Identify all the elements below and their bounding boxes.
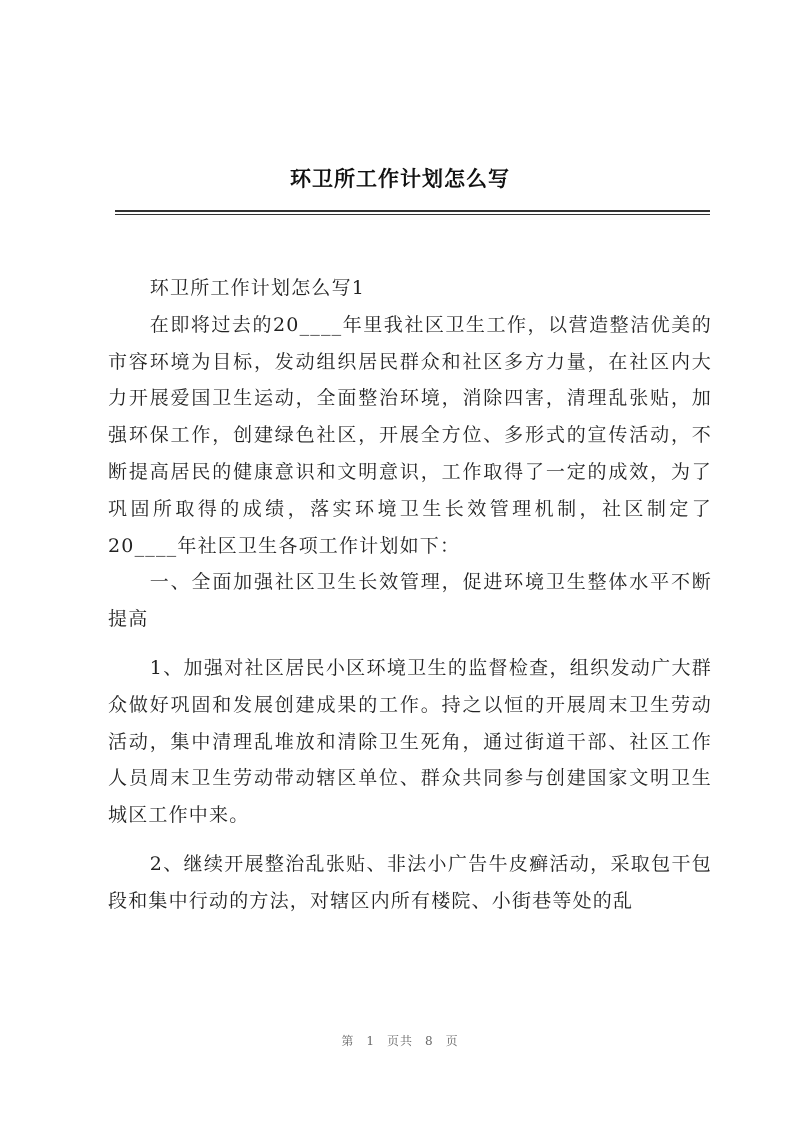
footer-current-page: 1 (366, 1034, 375, 1048)
page-footer (0, 1032, 800, 1049)
title-rule-thin (115, 214, 710, 215)
intro-paragraph: 在即将过去的20____年里我社区卫生工作，以营造整洁优美的市容环境为目标，发动组织居民群众和社区多方力量，在社区内大力开展爱国卫生运动，全面整治环境，消除四害，清理乱张贴，加强环保工作，创建绿色社区，开展全方位、多形式的宣传活动，不断提高居民的健康意识和文明意识，工作取得了一定的成效，为了巩固所取得的成绩，落实环境卫生长效管理机制，社区制定了20____年社区卫生各项工作计划如下： (108, 313, 712, 557)
subheading-paragraph: 一、全面加强社区卫生长效管理，促进环境卫生整体水平不断提高 (108, 571, 712, 631)
footer-total-pages: 8 (425, 1034, 434, 1048)
item-1-paragraph: 1、加强对社区居民小区环境卫生的监督检查，组织发动广大群众做好巩固和发展创建成果的工作。持之以恒的开展周末卫生劳动活动，集中清理乱堆放和清除卫生死角，通过街道干部、社区工作人员周末卫生劳动带动辖区单位、群众共同参与创建国家文明卫生城区工作中来。 (108, 656, 712, 827)
footer-middle: 页共 (386, 1034, 413, 1048)
section-heading: 环卫所工作计划怎么写1 (149, 277, 366, 299)
title-rule-thick (115, 210, 710, 212)
document-title: 环卫所工作计划怎么写 (290, 166, 510, 191)
footer-prefix: 第 (341, 1034, 355, 1048)
document-body (108, 270, 712, 920)
item-2-paragraph: 2、继续开展整治乱张贴、非法小广告牛皮癣活动，采取包干包段和集中行动的方法，对辖区内所有楼院、小街巷等处的乱 (108, 852, 712, 912)
footer-suffix: 页 (445, 1034, 459, 1048)
